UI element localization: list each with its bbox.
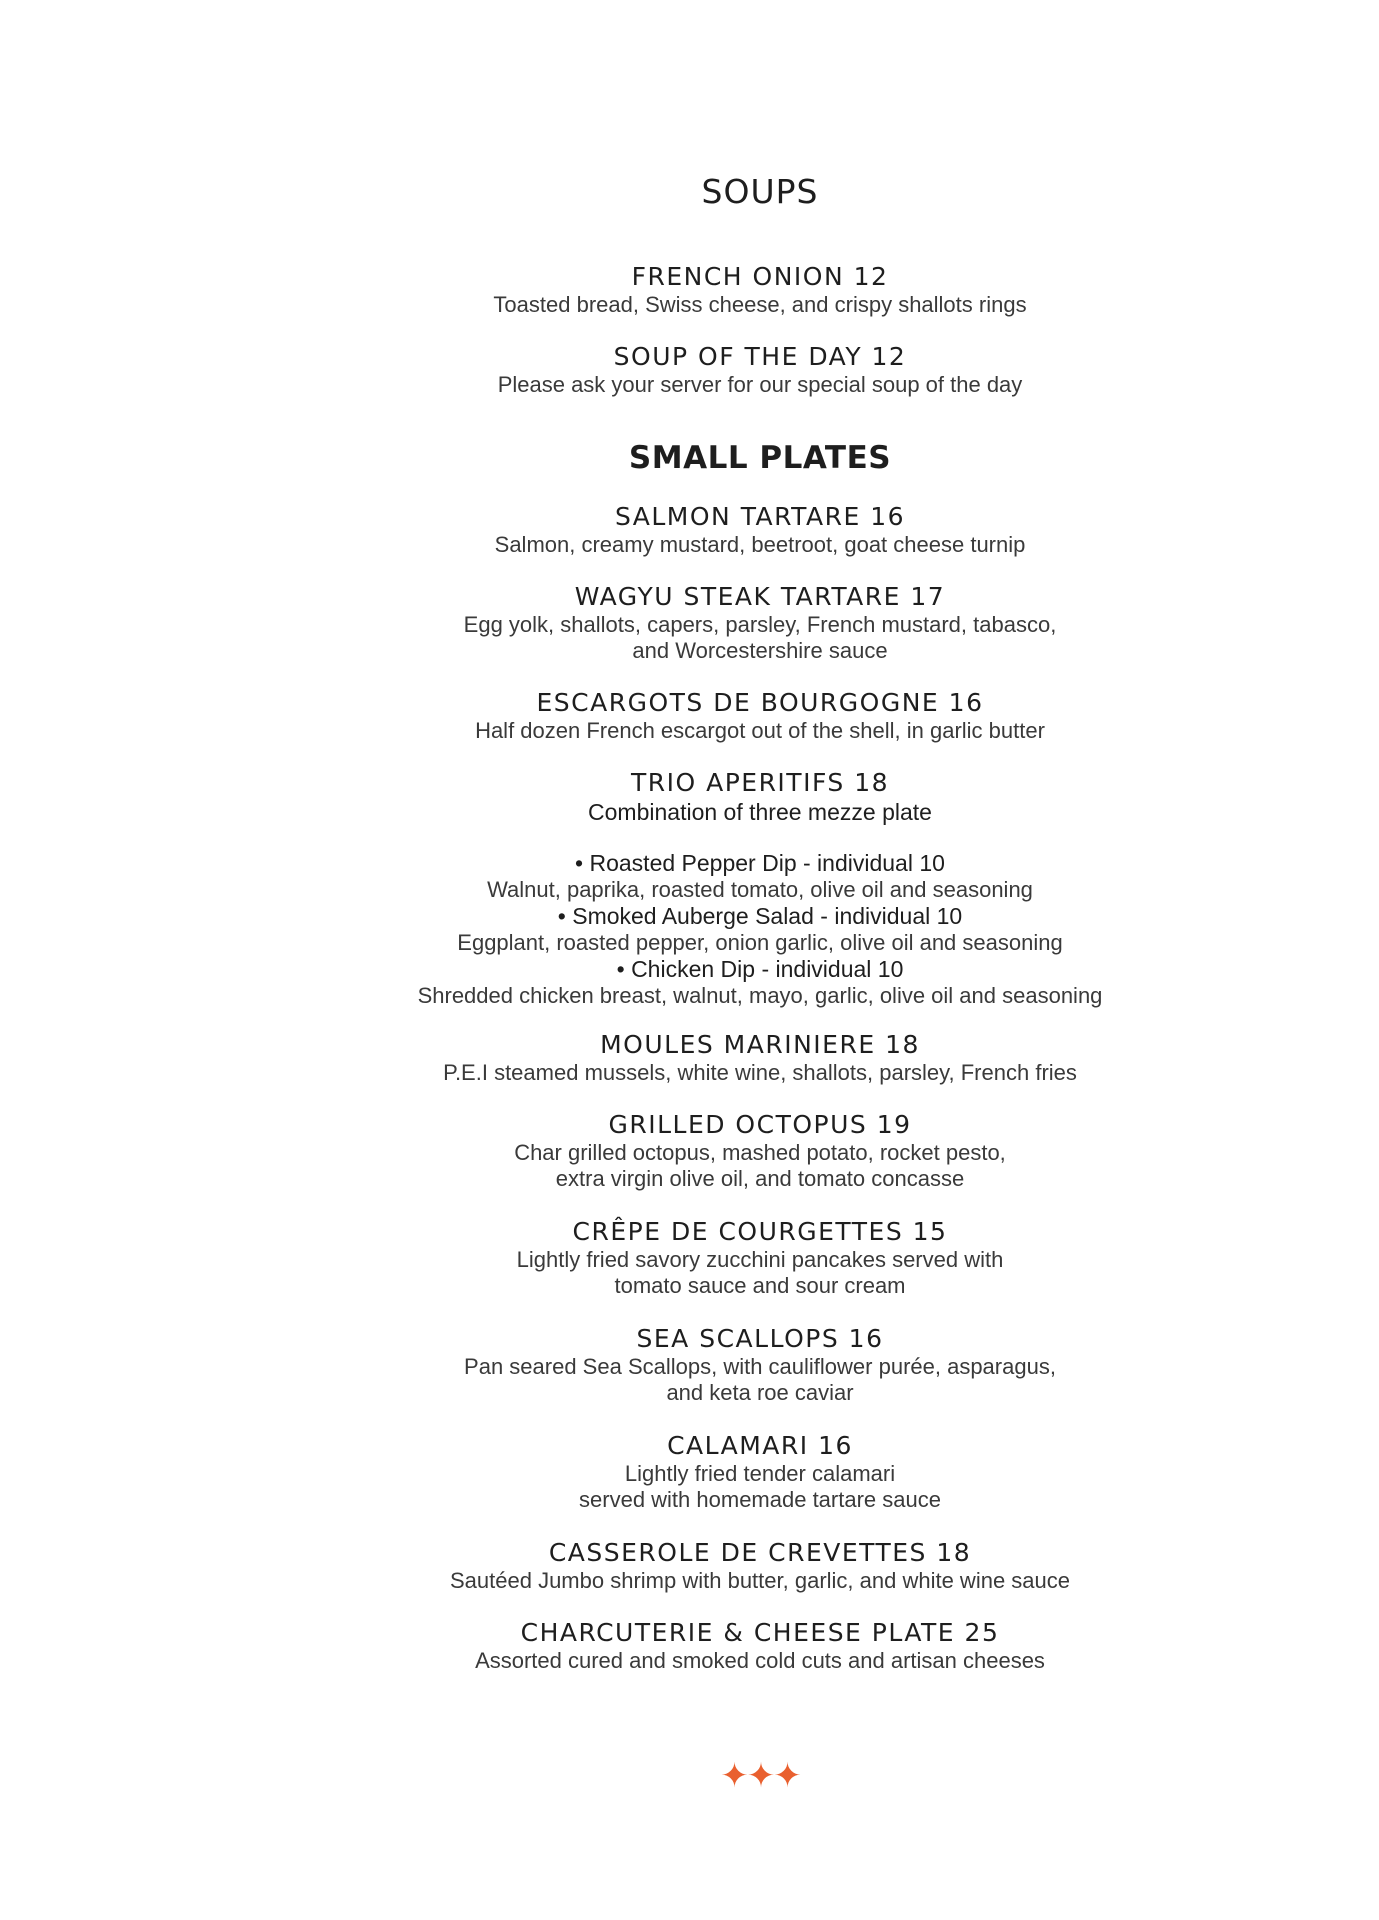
- item-desc: extra virgin olive oil, and tomato concasse: [555, 1166, 965, 1191]
- section-title-soups: SOUPS: [701, 172, 819, 211]
- item-name: SALMON TARTARE 16: [614, 502, 906, 531]
- menu-item: [310, 502, 1210, 558]
- item-desc: Sautéed Jumbo shrimp with butter, garlic, and white wine sauce: [450, 1568, 1070, 1593]
- item-name: CRÊPE DE COURGETTES 15: [572, 1217, 948, 1246]
- menu-item: [310, 1217, 1210, 1299]
- small-plates-section: [310, 440, 1210, 476]
- menu-item: [310, 1538, 1210, 1594]
- trio-option-desc: Walnut, paprika, roasted tomato, olive oil and seasoning: [487, 877, 1033, 902]
- item-desc: Toasted bread, Swiss cheese, and crispy shallots rings: [493, 292, 1027, 317]
- item-name: MOULES MARINIERE 18: [600, 1030, 920, 1059]
- item-desc: Pan seared Sea Scallops, with cauliflower purée, asparagus,: [464, 1354, 1056, 1379]
- trio-option-desc: Shredded chicken breast, walnut, mayo, garlic, olive oil and seasoning: [417, 983, 1103, 1008]
- item-desc: served with homemade tartare sauce: [579, 1487, 941, 1512]
- trio-option-name: • Smoked Auberge Salad - individual 10: [557, 903, 963, 929]
- item-desc: Egg yolk, shallots, capers, parsley, French mustard, tabasco,: [463, 612, 1057, 637]
- item-desc: Assorted cured and smoked cold cuts and artisan cheeses: [475, 1648, 1045, 1673]
- trio-options: [310, 850, 1210, 1009]
- item-name: CASSEROLE DE CREVETTES 18: [548, 1538, 972, 1567]
- star-ornament-icon: ✦✦✦: [720, 1756, 800, 1796]
- item-desc: Please ask your server for our special soup of the day: [497, 372, 1023, 397]
- item-desc: Lightly fried tender calamari: [624, 1461, 896, 1486]
- menu-item-trio: [310, 768, 1210, 826]
- item-name: WAGYU STEAK TARTARE 17: [574, 582, 946, 611]
- item-name: CHARCUTERIE & CHEESE PLATE 25: [520, 1618, 1000, 1647]
- menu-item: [310, 1030, 1210, 1086]
- menu-item: [310, 582, 1210, 664]
- section-title-small-plates: SMALL PLATES: [628, 440, 892, 476]
- menu-item: [310, 1431, 1210, 1513]
- item-desc: tomato sauce and sour cream: [614, 1273, 906, 1298]
- item-desc: Salmon, creamy mustard, beetroot, goat cheese turnip: [494, 532, 1026, 557]
- menu-item: [310, 342, 1210, 398]
- item-desc: Char grilled octopus, mashed potato, rocket pesto,: [514, 1140, 1006, 1165]
- menu-item: [310, 688, 1210, 744]
- item-desc: Combination of three mezze plate: [588, 799, 932, 825]
- footer-ornament: [310, 1756, 1210, 1796]
- menu-item: [310, 1324, 1210, 1406]
- item-desc: and keta roe caviar: [666, 1380, 854, 1405]
- item-desc: Half dozen French escargot out of the shell, in garlic butter: [475, 718, 1045, 743]
- item-name: ESCARGOTS DE BOURGOGNE 16: [536, 688, 984, 717]
- item-name: GRILLED OCTOPUS 19: [608, 1110, 912, 1139]
- trio-option-desc: Eggplant, roasted pepper, onion garlic, olive oil and seasoning: [457, 930, 1063, 955]
- item-desc: and Worcestershire sauce: [632, 638, 888, 663]
- item-name: TRIO APERITIFS 18: [630, 768, 890, 797]
- menu-item: [310, 262, 1210, 318]
- menu-item: [310, 1110, 1210, 1192]
- item-name: SEA SCALLOPS 16: [636, 1324, 884, 1353]
- menu-item: [310, 1618, 1210, 1674]
- item-name: CALAMARI 16: [667, 1431, 853, 1460]
- item-name: FRENCH ONION 12: [631, 262, 889, 291]
- item-name: SOUP OF THE DAY 12: [613, 342, 907, 371]
- item-desc: P.E.I steamed mussels, white wine, shallots, parsley, French fries: [443, 1060, 1077, 1085]
- soups-section: [310, 172, 1210, 211]
- item-desc: Lightly fried savory zucchini pancakes served with: [516, 1247, 1004, 1272]
- trio-option-name: • Roasted Pepper Dip - individual 10: [575, 850, 945, 876]
- trio-option-name: • Chicken Dip - individual 10: [616, 956, 904, 982]
